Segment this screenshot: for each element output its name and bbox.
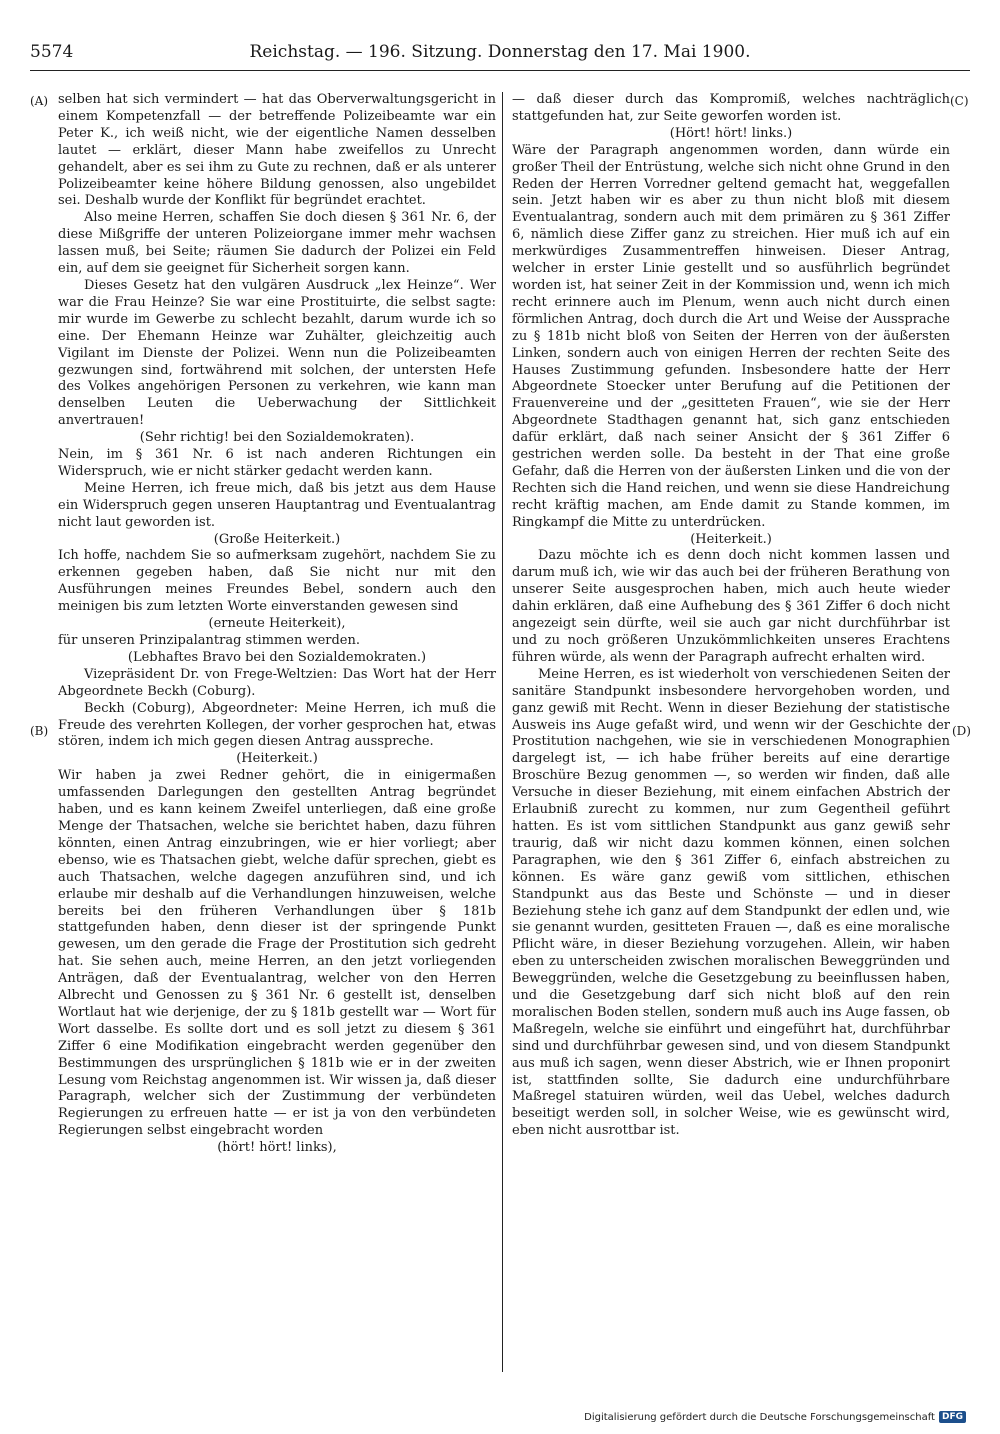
- interjection: (Lebhaftes Bravo bei den Sozialdemokraten.): [127, 649, 427, 665]
- paragraph: Wäre der Paragraph angenommen worden, dann würde ein großer Theil der Entrüstung, welche sich nicht ohne Grund in den Reden der Herren Vorredner geltend gemacht hat, weggefallen sein. Jetzt haben wir es aber zu thun nicht bloß mit diesem Eventualantrag, sondern auch mit dem primären zu § 361 Ziffer 6, nämlich diese Ziffer ganz zu streichen. Hier muß ich auf ein merkwürdiges Zusammentreffen hinweisen. Dieser Antrag, welcher in erster Linie gestellt und so ausführlich begründet worden ist, hat seiner Zeit in der Kommission und, wenn ich mich recht erinnere auch im Plenum, wenn auch nicht durch einen förmlichen Antrag, doch durch die Art und Weise der Aussprache zu § 181b nicht bloß von Seiten der Herren von der äußersten Linken, sondern auch von einigen Herren der rechten Seite des Hauses Zustimmung gefunden. Insbesondere hatte der Herr Abgeordnete Stoecker unter Berufung auf die Petitionen der Frauenvereine und der „gesitteten Frauen“, wie sie der Herr Abgeordnete Stadthagen genannt hat, sich ganz entschieden dafür erklärt, daß nach seiner Ansicht der § 361 Ziffer 6 gestrichen werden solle. Da besteht in der That eine große Gefahr, daß die Herren von der äußersten Linken und die von der Rechten sich die Hand reichen, und wenn sie diese Handreichung recht kräftig machen, am Ende damit zu Stande kommen, im Ringkampf die Mitte zu unterdrücken.: [512, 142, 950, 530]
- header-rule: [30, 70, 970, 71]
- page-number: 5574: [30, 42, 74, 62]
- paragraph: Nein, im § 361 Nr. 6 ist nach anderen Richtungen ein Widerspruch, wie er nicht stärker gedacht werden kann.: [58, 447, 496, 479]
- interjection: (Heiterkeit.): [690, 531, 772, 547]
- paragraph: selben hat sich vermindert — hat das Oberverwaltungsgericht in einem Kompetenzfall — der betreffende Polizeibeamte war ein Peter K., ich weiß nicht, wie der eigentliche Namen desselben lautet — erklärt, dieser Mann habe zweifellos zu Unrecht gehandelt, aber es sei ihm zu Gute zu rechnen, daß er als unterer Polizeibeamter keine höhere Bildung genossen, also ungebildet sei. Deshalb wurde der Konflikt für begründet erachtet.: [58, 92, 496, 209]
- interjection: (Große Heiterkeit.): [213, 531, 341, 547]
- speaker-paragraph: Beckh (Coburg), Abgeordneter: Meine Herren, ich muß die Freude des verehrten Kollegen, der vorher gesprochen hat, etwas stören, indem ich mich gegen diesen Antrag ausspreche.: [58, 700, 496, 750]
- paragraph: Dieses Gesetz hat den vulgären Ausdruck „lex Heinze“. Wer war die Frau Heinze? Sie war eine Prostituirte, die selbst sagte: mir wurde im Gewerbe zu schlecht bezahlt, darum wurde ich so eine. Der Ehemann Heinze war Zuhälter, gleichzeitig auch Vigilant im Dienste der Polizei. Wenn nun die Polizeibeamten gezwungen sind, fortwährend mit solchen, der untersten Hefe des Volkes angehörigen Personen zu verkehren, wie kann man denselben Leuten die Ueberwachung der Sittlichkeit anvertrauen!: [58, 277, 496, 429]
- footer-credit: Digitalisierung gefördert durch die Deutsche Forschungsgemeinschaft: [584, 1411, 935, 1423]
- interjection: (Sehr richtig! bei den Sozialdemokraten).: [139, 430, 415, 446]
- margin-marker-d: (D): [952, 724, 971, 738]
- page-header: [30, 42, 970, 68]
- dfg-logo: DFG: [939, 1411, 966, 1423]
- paragraph: Meine Herren, ich freue mich, daß bis jetzt aus dem Hause ein Widerspruch gegen unseren Hauptantrag und Eventualantrag nicht laut geworden ist.: [58, 480, 496, 530]
- interjection: (hört! hört! links),: [217, 1140, 337, 1156]
- paragraph: für unseren Prinzipalantrag stimmen werden.: [58, 633, 361, 648]
- left-column: [58, 92, 496, 1376]
- interjection: (Hört! hört! links.): [669, 125, 793, 141]
- running-head: Reichstag. — 196. Sitzung. Donnerstag den 17. Mai 1900.: [249, 42, 751, 62]
- margin-marker-c: (C): [950, 94, 969, 108]
- speaker-paragraph: Vizepräsident Dr. von Frege-Weltzien: Das Wort hat der Herr Abgeordnete Beckh (Coburg).: [58, 666, 496, 699]
- interjection: (erneute Heiterkeit),: [208, 616, 346, 632]
- footer: [584, 1411, 966, 1423]
- interjection: (Heiterkeit.): [236, 751, 318, 767]
- paragraph: Meine Herren, es ist wiederholt von verschiedenen Seiten der sanitäre Standpunkt insbesondere hervorgehoben worden, und ganz gewiß mit Recht. Wenn in dieser Beziehung der statistische Ausweis ins Auge gefaßt wird, und wenn wir der Geschichte der Prostitution nachgehen, wie sie in verschiedenen Monographien dargelegt ist, — ich habe früher bereits auf eine derartige Broschüre Bezug genommen —, so werden wir finden, daß alle Versuche in dieser Beziehung, mit einem einfachen Abstrich der Erlaubniß zurecht zu kommen, nur zum Gegentheil geführt hatten. Es ist vom sittlichen Standpunkt aus ganz gewiß sehr traurig, daß wir nicht dazu kommen können, einen solchen Paragraphen, wie den § 361 Ziffer 6, einfach abstreichen zu können. Es wäre ganz gewiß vom sittlichen, ethischen Standpunkt aus das Beste und Schönste — und in dieser Beziehung stehe ich ganz auf dem Standpunkt der edlen und, wie sie genannt wurden, gesitteten Frauen —, daß es eine moralische Pflicht wäre, in dieser Beziehung vorzugehen. Allein, wir haben eben zu unterscheiden zwischen moralischen Beweggründen und Beweggründen, welche die Gesetzgebung zu beeinflussen haben, und die Gesetzgebung darf sich nicht bloß auf den rein moralischen Boden stellen, sondern muß auch ins Auge fassen, ob Maßregeln, welche sie einführt und eingeführt hat, durchführbar sind und durchführbar gewesen sind, und von diesem Standpunkt aus muß ich sagen, wenn dieser Abstrich, wie er Ihnen proponirt ist, stattfinden sollte, Sie dadurch eine undurchführbare Maßregel statuiren würden, weil das Uebel, welches dadurch beseitigt werden soll, in solcher Weise, wie es gewünscht wird, eben nicht ausrottbar ist.: [512, 666, 950, 1139]
- paragraph: Dazu möchte ich es denn doch nicht kommen lassen und darum muß ich, wie wir das auch bei der früheren Berathung von unserer Seite ausgesprochen haben, mich auch heute wieder dahin erklären, daß eine Aufhebung des § 361 Ziffer 6 doch nicht angezeigt sein dürfte, weil sie auch gar nicht durchführbar ist und zu noch größeren Unzukömmlichkeiten unseres Erachtens führen würde, als wenn der Paragraph aufrecht erhalten wird.: [512, 548, 950, 665]
- paragraph: Ich hoffe, nachdem Sie so aufmerksam zugehört, nachdem Sie zu erkennen gegeben haben, daß Sie nicht nur mit den Ausführungen meines Freundes Bebel, sondern auch den meinigen bis zum letzten Worte einverstanden gewesen sind: [58, 548, 496, 615]
- column-divider: [502, 92, 503, 1372]
- margin-marker-b: (B): [30, 724, 49, 738]
- paragraph: Also meine Herren, schaffen Sie doch diesen § 361 Nr. 6, der diese Mißgriffe der unteren Polizeiorgane immer mehr wachsen lassen muß, bei Seite; räumen Sie dadurch der Polizei ein Feld ein, auf dem sie geeignet für Sicherheit sorgen kann.: [58, 210, 496, 277]
- margin-marker-a: (A): [30, 94, 49, 108]
- paragraph: Wir haben ja zwei Redner gehört, die in einigermaßen umfassenden Darlegungen den gestellten Antrag begründet haben, und es kann keinem Zweifel unterliegen, daß eine große Menge der Thatsachen, welche sie berichtet haben, dazu führen könnten, einen Antrag einzubringen, wie er hier vorliegt; aber ebenso, wie es Thatsachen giebt, welche dafür sprechen, giebt es auch Thatsachen, welche dagegen anzuführen sind, und ich erlaube mir deshalb auf die Verhandlungen hinzuweisen, welche bereits bei den früheren Verhandlungen über § 181b stattgefunden haben, denn dieser ist der springende Punkt gewesen, um den gerade die Frage der Prostitution sich gedreht hat. Sie sehen auch, meine Herren, an den jetzt vorliegenden Anträgen, daß der Eventualantrag, welcher von den Herren Albrecht und Genossen zu § 361 Nr. 6 gestellt ist, denselben Wortlaut hat wie derjenige, der zu § 181b gestellt war — Wort für Wort dasselbe. Es sollte dort und es soll jetzt zu diesem § 361 Ziffer 6 eine Modifikation eingebracht werden gegenüber den Bestimmungen des ursprünglichen § 181b wie er in der zweiten Lesung vom Reichstag angenommen ist. Wir wissen ja, daß dieser Paragraph, welcher sich der Zustimmung der verbündeten Regierungen zu erfreuen hatte — er ist ja von den verbündeten Regierungen selbst eingebracht worden: [58, 768, 496, 1139]
- paragraph: — daß dieser durch das Kompromiß, welches nachträglich stattgefunden hat, zur Seite geworfen worden ist.: [512, 92, 950, 124]
- right-column: [512, 92, 950, 1376]
